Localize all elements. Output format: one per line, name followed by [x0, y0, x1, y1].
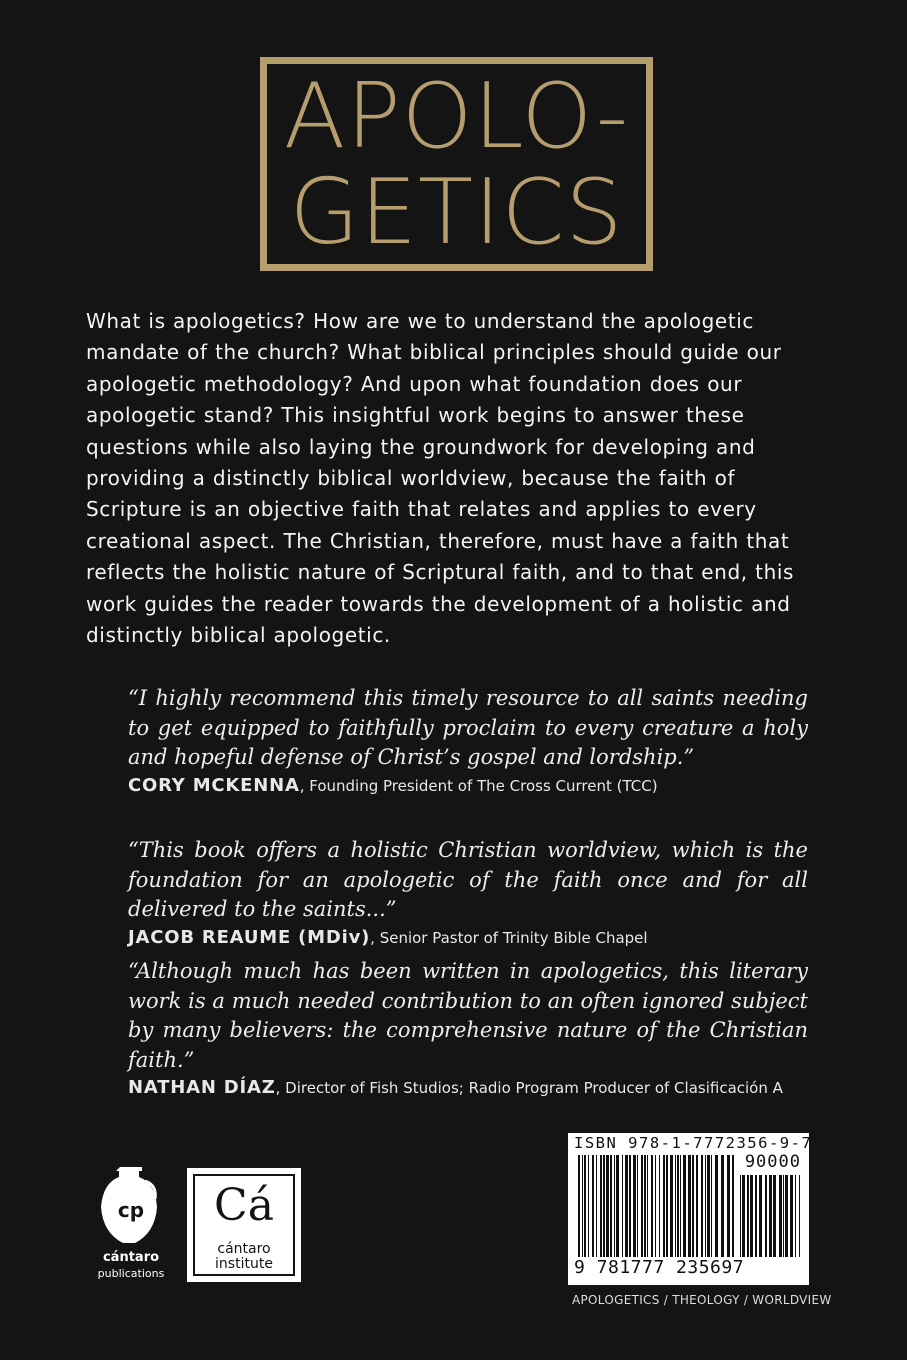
institute-frame	[193, 1174, 295, 1276]
price-code: 90000	[744, 1152, 801, 1172]
addon-barcode-bars	[740, 1175, 802, 1257]
endorsement-attribution	[128, 927, 808, 948]
publisher-mark: cp	[117, 1198, 145, 1222]
title-line-2: GETICS	[289, 160, 624, 265]
endorsement-quote: “Although much has been written in apologetics, this literary work is a much needed contribution to an often ignored subject by many believers: the comprehensive nature of the Christian faith.”	[128, 959, 808, 1072]
endorsement-attribution	[128, 775, 808, 796]
institute-line-1: cántaro	[217, 1241, 271, 1257]
endorsement-3	[128, 957, 808, 1098]
endorser-name: CORY MCKENNA	[128, 774, 300, 796]
institute-mark: Cá	[214, 1180, 274, 1231]
endorsement-2	[128, 836, 808, 948]
barcode-number: 9 781777 235697	[574, 1257, 745, 1278]
endorser-name: JACOB REAUME (MDiv)	[128, 926, 371, 948]
endorsement-quote: “I highly recommend this timely resource to all saints needing to get equipped to faithfully proclaim to every creature a holy and hopeful defense of Christ’s gospel and lordship.”	[128, 686, 808, 769]
barcode-bars	[578, 1155, 736, 1257]
endorsement-1	[128, 684, 808, 796]
endorser-role: , Senior Pastor of Trinity Bible Chapel	[370, 928, 648, 947]
endorser-role: , Founding President of The Cross Current (TCC)	[299, 776, 658, 795]
isbn-barcode	[568, 1133, 813, 1285]
title-line-1: APOLO-	[283, 64, 630, 169]
isbn-text: ISBN 978-1-7772356-9-7	[574, 1134, 813, 1152]
endorser-name: NATHAN DÍAZ	[128, 1077, 276, 1098]
institute-line-2: institute	[215, 1256, 273, 1272]
title-box	[260, 57, 653, 271]
endorsement-quote: “This book offers a holistic Christian worldview, which is the foundation for an apologetic of the faith once and for all delivered to the saints...”	[128, 838, 808, 921]
categories: APOLOGETICS / THEOLOGY / WORLDVIEW	[572, 1293, 832, 1307]
publisher-name: cántaro	[102, 1250, 160, 1265]
vase-icon	[98, 1165, 164, 1247]
endorsement-attribution	[128, 1077, 808, 1098]
endorser-role: , Director of Fish Studios; Radio Program Producer of Clasificación A	[275, 1079, 783, 1097]
book-description: What is apologetics? How are we to understand the apologetic mandate of the church? What biblical principles should guide our apologetic methodology? And upon what foundation does our apologetic stand? This insightful work begins to answer these questions while also laying the groundwork for developing and providing a distinctly biblical worldview, because the faith of Scripture is an objective faith that relates and applies to every creational aspect. The Christian, therefore, must have a faith that reflects the holistic nature of Scriptural faith, and to that end, this work guides the reader towards the development of a holistic and distinctly biblical apologetic.	[86, 309, 795, 648]
cantaro-institute-logo	[187, 1168, 301, 1282]
publisher-sub: publications	[97, 1267, 165, 1280]
cantaro-publications-logo	[96, 1165, 166, 1285]
